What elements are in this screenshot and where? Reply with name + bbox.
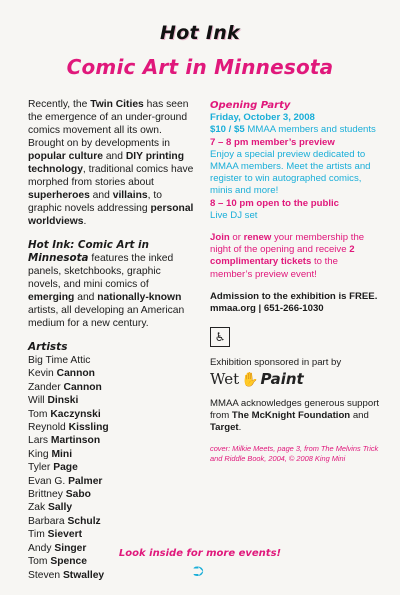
artist-item: Lars Martinson [28, 435, 101, 447]
text-run: has seen the emergence of an under-ground comics movement all its own. Brought on by developments in [28, 99, 189, 149]
artists-heading: Artists [28, 341, 68, 353]
text-run: villains [112, 190, 148, 201]
party-price: $10 / $5 MMAA members and students [210, 124, 376, 136]
artist-item: Andy Singer [28, 542, 87, 554]
footer-callout: Look inside for more events! [118, 548, 282, 559]
artist-item: Kevin Cannon [28, 368, 95, 380]
text-run: superheroes [28, 190, 90, 201]
preview-line: 7 – 8 pm member’s preview [210, 136, 335, 148]
opening-party-heading: Opening Party [210, 100, 291, 111]
dj-line: Live DJ set [210, 209, 258, 221]
text-run: DIY printing technology [28, 151, 185, 175]
text-run: and [102, 151, 126, 162]
opening-party [210, 100, 382, 222]
artist-item: Evan G. Palmer [28, 475, 103, 487]
artist-item: Tyler Page [28, 462, 78, 474]
admission-line: Admission to the exhibition is FREE. [210, 290, 378, 302]
sponsor-text: Exhibition sponsored in part by [210, 357, 342, 369]
handprint-icon: ✋ [241, 371, 259, 388]
text-run: popular culture [28, 151, 103, 162]
artist-item: Reynold Kissling [28, 422, 109, 434]
contact-line[interactable]: mmaa.org | 651-266-1030 [210, 303, 324, 315]
text-run: and [74, 292, 98, 303]
artist-item: Barbara Schulz [28, 515, 101, 527]
description-paragraph [28, 239, 196, 330]
preview-description: Enjoy a special preview dedicated to MMAA members. Meet the artists and register to win autographed comics, minis and more! [210, 148, 371, 197]
artist-item: Brittney Sabo [28, 489, 91, 501]
wet-paint-logo: Wet ✋ Paint [210, 370, 304, 389]
text-run: emerging [28, 292, 75, 303]
exhibit-name: Hot Ink: Comic Art in Minnesota [28, 239, 149, 264]
artist-item: Big Time Attic [28, 355, 91, 366]
text-run: personal worldviews [28, 203, 194, 227]
text-run: , to graphic novels addressing [28, 190, 162, 214]
membership-offer: Join or renew your membership the night of the opening and receive 2 complimentary tickets to the member’s preview event! [210, 232, 365, 280]
left-column [28, 98, 196, 582]
text-run: Twin Cities [90, 99, 144, 110]
right-column [210, 100, 382, 463]
text-run: features the inked panels, sketchbooks, graphic novels, and mini comics of [28, 253, 174, 290]
page-subtitle: Comic Art in Minnesota [66, 55, 334, 79]
artist-item: Tim Sievert [28, 529, 83, 541]
artist-item: Zak Sally [28, 502, 73, 514]
arrow-icon: ⮊ [193, 563, 204, 579]
text-run: and [89, 190, 113, 201]
cover-credit: cover: Milkie Meets, page 3, from The Melvins Trick and Riddle Book, 2004, © 2008 King Mini [210, 444, 379, 463]
wheelchair-icon: ♿ [210, 327, 230, 347]
intro-paragraph [28, 98, 196, 228]
text-run: nationally-known [97, 292, 182, 303]
text-run: Recently, the [28, 99, 91, 110]
artist-item: Steven Stwalley [28, 569, 105, 581]
text-run: . [83, 216, 87, 227]
text-run: , traditional comics have morphed from stories about [28, 164, 194, 188]
text-run: artists, all developing an American medium for a new century. [28, 305, 185, 329]
artist-item: King Mini [28, 448, 73, 460]
artist-item: Zander Cannon [28, 381, 102, 393]
party-date: Friday, October 3, 2008 [210, 112, 315, 124]
public-line: 8 – 10 pm open to the public [210, 197, 340, 209]
admission [210, 291, 382, 315]
artist-item: Will Dinski [28, 395, 79, 407]
support-text: MMAA acknowledges generous support from The McKnight Foundation and Target. [210, 397, 380, 434]
artist-item: Tom Kaczynski [28, 408, 101, 420]
artist-item: Tom Spence [28, 556, 87, 568]
page-title-hot-ink: Hot Ink [160, 22, 240, 44]
